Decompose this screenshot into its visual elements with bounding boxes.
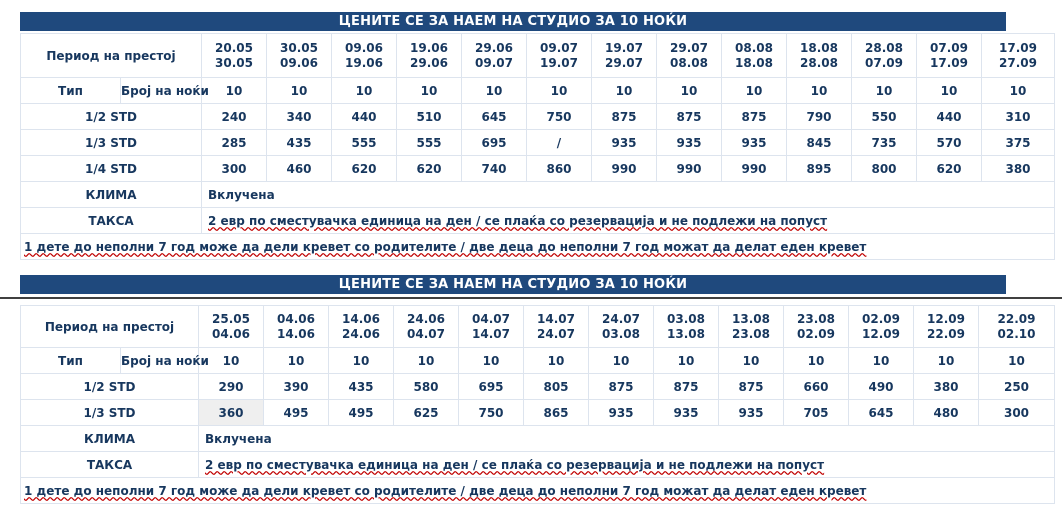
- period-cell: [524, 306, 589, 348]
- period-cell: [784, 306, 849, 348]
- price-cell: 285: [202, 130, 267, 156]
- nights-cell: 10: [979, 348, 1055, 374]
- period-from: 03.08: [667, 312, 705, 326]
- period-from: 08.08: [735, 41, 773, 55]
- period-from: 19.07: [605, 41, 643, 55]
- period-cell: [982, 34, 1055, 78]
- period-cell: [397, 34, 462, 78]
- klima-row: [21, 182, 1055, 208]
- period-to: 12.09: [862, 327, 900, 341]
- price-table-2: [20, 305, 1055, 504]
- price-cell: 935: [657, 130, 722, 156]
- period-to: 22.09: [927, 327, 965, 341]
- price-cell: /: [527, 130, 592, 156]
- room-type: 1/3 STD: [21, 130, 202, 156]
- period-row: [21, 306, 1055, 348]
- nights-cell: 10: [657, 78, 722, 104]
- period-from: 22.09: [997, 312, 1036, 326]
- price-cell: 620: [917, 156, 982, 182]
- nights-label: Број на ноќи: [121, 348, 199, 374]
- period-from: 07.09: [930, 41, 968, 55]
- price-cell: 875: [592, 104, 657, 130]
- nights-cell: 10: [329, 348, 394, 374]
- price-cell: 555: [332, 130, 397, 156]
- nights-cell: 10: [914, 348, 979, 374]
- nights-cell: 10: [264, 348, 329, 374]
- period-from: 29.06: [475, 41, 513, 55]
- price-cell: 875: [719, 374, 784, 400]
- period-to: 13.08: [667, 327, 705, 341]
- taksa-row: [21, 208, 1055, 234]
- period-to: 29.06: [410, 56, 448, 70]
- price-cell: 805: [524, 374, 589, 400]
- period-from: 02.09: [862, 312, 900, 326]
- price-cell: 290: [199, 374, 264, 400]
- period-cell: [199, 306, 264, 348]
- price-cell: 620: [332, 156, 397, 182]
- price-cell: 935: [589, 400, 654, 426]
- price-cell: 310: [982, 104, 1055, 130]
- price-cell: 240: [202, 104, 267, 130]
- nights-row: [21, 78, 1055, 104]
- period-from: 30.05: [280, 41, 318, 55]
- nights-cell: 10: [459, 348, 524, 374]
- period-cell: [979, 306, 1055, 348]
- period-from: 20.05: [215, 41, 253, 55]
- price-cell: 380: [914, 374, 979, 400]
- room-type: 1/2 STD: [21, 374, 199, 400]
- period-cell: [654, 306, 719, 348]
- price-row: [21, 156, 1055, 182]
- period-cell: [459, 306, 524, 348]
- period-to: 19.06: [345, 56, 383, 70]
- nights-cell: 10: [462, 78, 527, 104]
- period-cell: [722, 34, 787, 78]
- price-cell: 435: [267, 130, 332, 156]
- period-to: 14.07: [472, 327, 510, 341]
- period-cell: [592, 34, 657, 78]
- price-cell: 800: [852, 156, 917, 182]
- period-cell: [589, 306, 654, 348]
- price-cell: 495: [329, 400, 394, 426]
- period-to: 03.08: [602, 327, 640, 341]
- period-row: [21, 34, 1055, 78]
- period-from: 14.06: [342, 312, 380, 326]
- period-from: 29.07: [670, 41, 708, 55]
- period-to: 09.07: [475, 56, 513, 70]
- children-note: 1 дете до неполни 7 год може да дели кревет со родителите / две деца до неполни 7 год можат да делат еден кревет: [21, 234, 1055, 260]
- period-cell: [462, 34, 527, 78]
- price-cell: 550: [852, 104, 917, 130]
- period-to: 14.06: [277, 327, 315, 341]
- price-row: [21, 374, 1055, 400]
- period-from: 28.08: [865, 41, 903, 55]
- price-cell: 300: [202, 156, 267, 182]
- price-cell: 375: [982, 130, 1055, 156]
- klima-value: Вклучена: [199, 426, 1055, 452]
- price-cell: 875: [654, 374, 719, 400]
- period-to: 24.07: [537, 327, 575, 341]
- taksa-value: 2 евр по сместувачка единица на ден / се плаќа со резервација и не подлежи на попуст: [199, 452, 1055, 478]
- price-cell: 895: [787, 156, 852, 182]
- period-cell: [849, 306, 914, 348]
- klima-label: КЛИМА: [21, 426, 199, 452]
- price-cell: 645: [849, 400, 914, 426]
- period-to: 04.07: [407, 327, 445, 341]
- period-cell: [917, 34, 982, 78]
- nights-cell: 10: [719, 348, 784, 374]
- price-cell: 460: [267, 156, 332, 182]
- price-cell: 990: [657, 156, 722, 182]
- period-to: 19.07: [540, 56, 578, 70]
- type-label: Тип: [21, 78, 121, 104]
- klima-label: КЛИМА: [21, 182, 202, 208]
- price-cell: 490: [849, 374, 914, 400]
- price-cell: 250: [979, 374, 1055, 400]
- price-cell: 380: [982, 156, 1055, 182]
- children-note: 1 дете до неполни 7 год може да дели кревет со родителите / две деца до неполни 7 год можат да делат еден кревет: [21, 478, 1055, 504]
- period-cell: [719, 306, 784, 348]
- room-type: 1/2 STD: [21, 104, 202, 130]
- price-row: [21, 400, 1055, 426]
- nights-cell: 10: [852, 78, 917, 104]
- period-to: 17.09: [930, 56, 968, 70]
- nights-cell: 10: [592, 78, 657, 104]
- price-cell: 360: [199, 400, 264, 426]
- price-cell: 340: [267, 104, 332, 130]
- nights-row: [21, 348, 1055, 374]
- price-cell: 935: [722, 130, 787, 156]
- price-row: [21, 130, 1055, 156]
- period-to: 08.08: [670, 56, 708, 70]
- period-cell: [787, 34, 852, 78]
- price-table-2-banner: ЦЕНИТЕ СЕ ЗА НАЕМ НА СТУДИО ЗА 10 НОЌИ: [20, 275, 1006, 294]
- price-cell: 390: [264, 374, 329, 400]
- nights-cell: 10: [982, 78, 1055, 104]
- period-cell: [332, 34, 397, 78]
- klima-row: [21, 426, 1055, 452]
- price-cell: 740: [462, 156, 527, 182]
- period-cell: [914, 306, 979, 348]
- nights-cell: 10: [267, 78, 332, 104]
- price-cell: 735: [852, 130, 917, 156]
- period-from: 13.08: [732, 312, 770, 326]
- period-cell: [264, 306, 329, 348]
- period-to: 18.08: [735, 56, 773, 70]
- type-label: Тип: [21, 348, 121, 374]
- period-cell: [852, 34, 917, 78]
- price-cell: 555: [397, 130, 462, 156]
- price-cell: 990: [722, 156, 787, 182]
- nights-cell: 10: [589, 348, 654, 374]
- period-from: 19.06: [410, 41, 448, 55]
- price-cell: 510: [397, 104, 462, 130]
- nights-cell: 10: [524, 348, 589, 374]
- nights-cell: 10: [722, 78, 787, 104]
- nights-cell: 10: [849, 348, 914, 374]
- nights-cell: 10: [787, 78, 852, 104]
- price-cell: 860: [527, 156, 592, 182]
- period-from: 09.07: [540, 41, 578, 55]
- price-cell: 865: [524, 400, 589, 426]
- period-label: Период на престој: [21, 34, 202, 78]
- price-cell: 875: [657, 104, 722, 130]
- room-type: 1/3 STD: [21, 400, 199, 426]
- period-cell: [329, 306, 394, 348]
- price-cell: 875: [589, 374, 654, 400]
- taksa-row: [21, 452, 1055, 478]
- nights-label: Број на ноќи: [121, 78, 202, 104]
- period-from: 24.07: [602, 312, 640, 326]
- period-from: 23.08: [797, 312, 835, 326]
- room-type: 1/4 STD: [21, 156, 202, 182]
- price-cell: 990: [592, 156, 657, 182]
- price-table-1-banner: ЦЕНИТЕ СЕ ЗА НАЕМ НА СТУДИО ЗА 10 НОЌИ: [20, 12, 1006, 31]
- period-to: 24.06: [342, 327, 380, 341]
- nights-cell: 10: [784, 348, 849, 374]
- period-from: 04.06: [277, 312, 315, 326]
- price-cell: 695: [459, 374, 524, 400]
- period-from: 25.05: [212, 312, 250, 326]
- period-from: 18.08: [800, 41, 838, 55]
- price-cell: 935: [654, 400, 719, 426]
- price-cell: 875: [722, 104, 787, 130]
- price-cell: 580: [394, 374, 459, 400]
- price-cell: 300: [979, 400, 1055, 426]
- period-cell: [527, 34, 592, 78]
- price-cell: 570: [917, 130, 982, 156]
- period-cell: [394, 306, 459, 348]
- period-from: 09.06: [345, 41, 383, 55]
- price-cell: 495: [264, 400, 329, 426]
- price-cell: 645: [462, 104, 527, 130]
- period-to: 29.07: [605, 56, 643, 70]
- period-from: 04.07: [472, 312, 510, 326]
- period-label: Период на престој: [21, 306, 199, 348]
- price-cell: 705: [784, 400, 849, 426]
- price-cell: 440: [332, 104, 397, 130]
- period-to: 23.08: [732, 327, 770, 341]
- nights-cell: 10: [199, 348, 264, 374]
- period-from: 12.09: [927, 312, 965, 326]
- period-from: 17.09: [999, 41, 1037, 55]
- period-to: 02.09: [797, 327, 835, 341]
- nights-cell: 10: [397, 78, 462, 104]
- price-cell: 935: [592, 130, 657, 156]
- price-cell: 790: [787, 104, 852, 130]
- period-to: 30.05: [215, 56, 253, 70]
- price-cell: 440: [917, 104, 982, 130]
- price-cell: 480: [914, 400, 979, 426]
- period-from: 14.07: [537, 312, 575, 326]
- period-cell: [202, 34, 267, 78]
- nights-cell: 10: [654, 348, 719, 374]
- price-cell: 750: [527, 104, 592, 130]
- taksa-label: ТАКСА: [21, 452, 199, 478]
- period-cell: [267, 34, 332, 78]
- nights-cell: 10: [394, 348, 459, 374]
- nights-cell: 10: [527, 78, 592, 104]
- taksa-label: ТАКСА: [21, 208, 202, 234]
- period-cell: [657, 34, 722, 78]
- price-cell: 935: [719, 400, 784, 426]
- price-cell: 660: [784, 374, 849, 400]
- period-to: 04.06: [212, 327, 250, 341]
- note-row: [21, 234, 1055, 260]
- price-cell: 845: [787, 130, 852, 156]
- period-to: 07.09: [865, 56, 903, 70]
- nights-cell: 10: [202, 78, 267, 104]
- taksa-value: 2 евр по сместувачка единица на ден / се плаќа со резервација и не подлежи на попуст: [202, 208, 1055, 234]
- section-divider: [0, 297, 1062, 299]
- klima-value: Вклучена: [202, 182, 1055, 208]
- note-row: [21, 478, 1055, 504]
- nights-cell: 10: [332, 78, 397, 104]
- price-row: [21, 104, 1055, 130]
- period-to: 28.08: [800, 56, 838, 70]
- price-cell: 750: [459, 400, 524, 426]
- period-from: 24.06: [407, 312, 445, 326]
- price-cell: 620: [397, 156, 462, 182]
- period-to: 27.09: [999, 56, 1037, 70]
- price-cell: 435: [329, 374, 394, 400]
- price-cell: 625: [394, 400, 459, 426]
- price-cell: 695: [462, 130, 527, 156]
- period-to: 02.10: [997, 327, 1036, 341]
- price-table-1: [20, 33, 1055, 260]
- nights-cell: 10: [917, 78, 982, 104]
- period-to: 09.06: [280, 56, 318, 70]
